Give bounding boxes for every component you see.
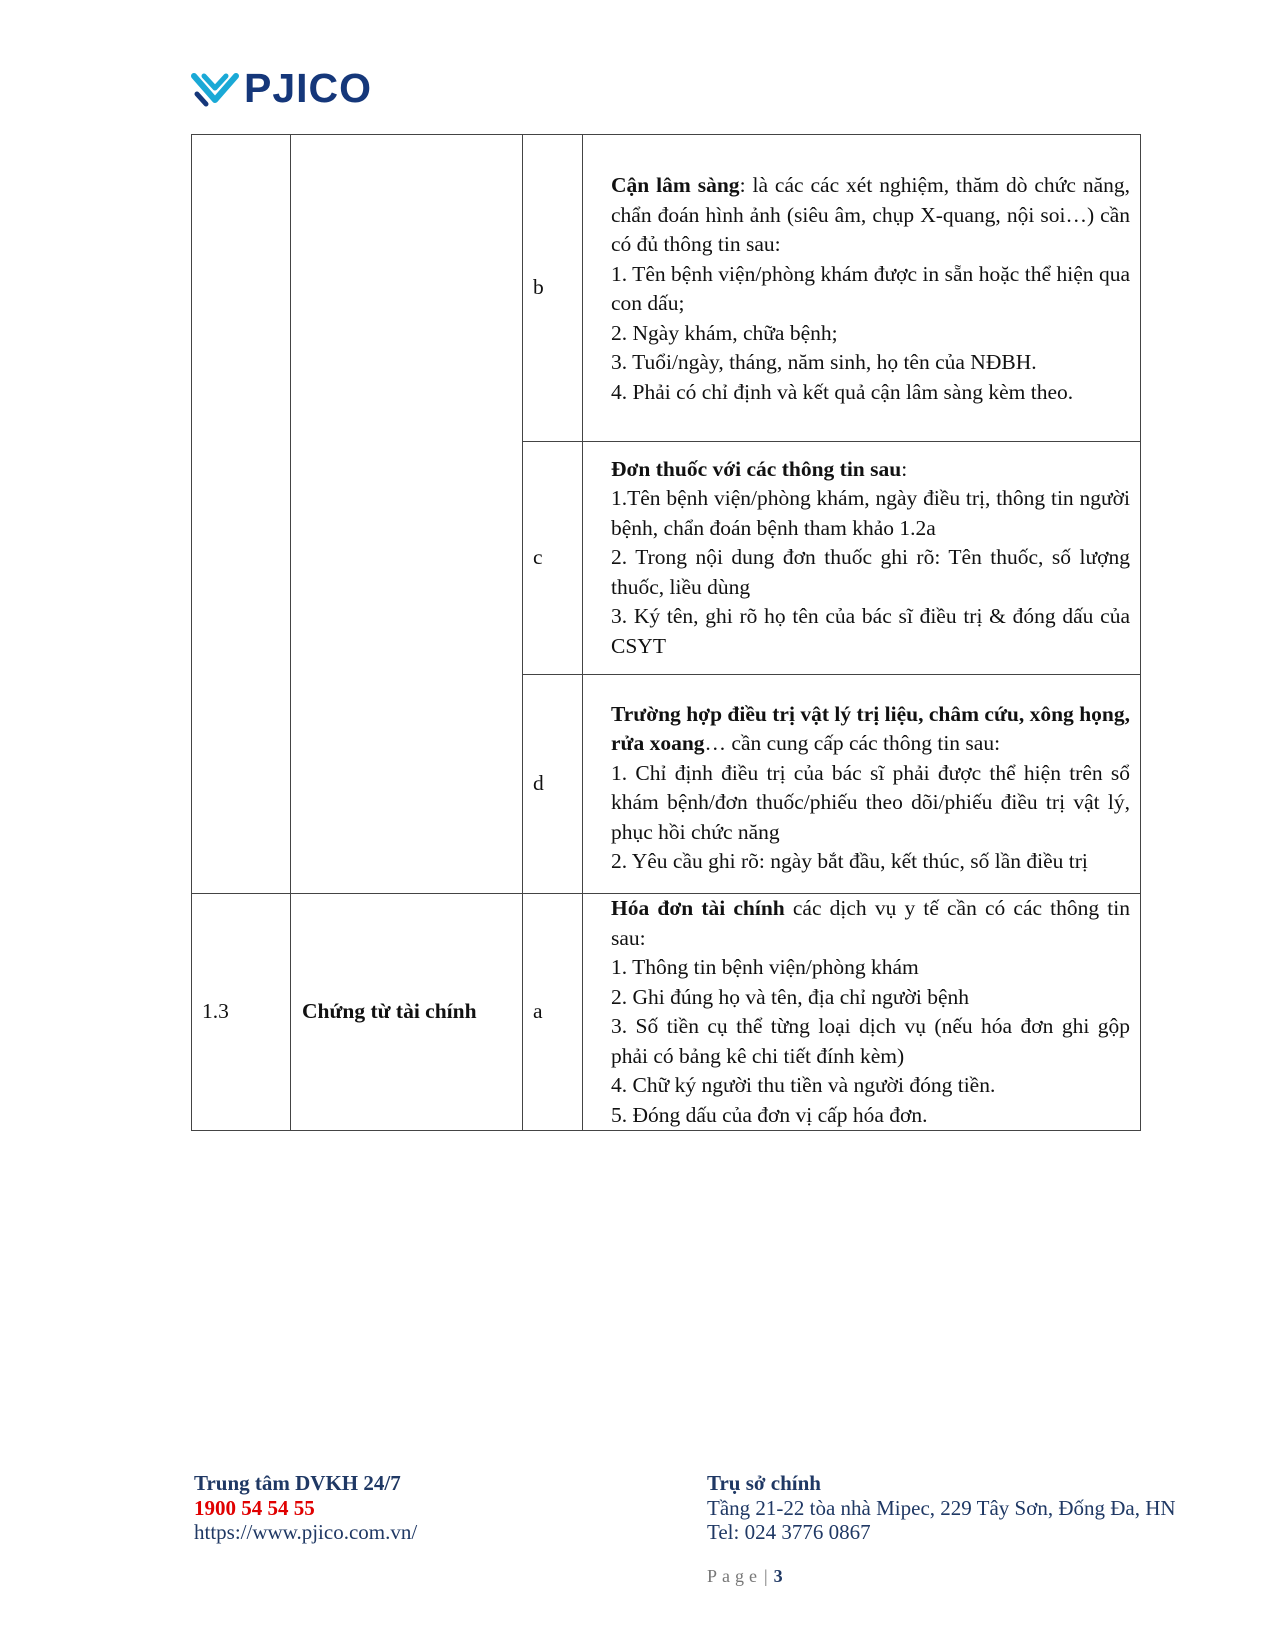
section-number: 1.3 <box>192 894 291 1131</box>
item-letter: d <box>523 675 583 894</box>
footer-left-title: Trung tâm DVKH 24/7 <box>194 1471 401 1495</box>
website-link[interactable]: https://www.pjico.com.vn/ <box>194 1520 418 1544</box>
footer-tel: Tel: 024 3776 0867 <box>707 1520 871 1544</box>
pjico-logo-icon <box>190 70 240 108</box>
footer-contact-center <box>194 1471 417 1545</box>
list-item: 4. Phải có chỉ định và kết quả cận lâm sàng kèm theo. <box>611 379 1074 404</box>
list-item: 1. Tên bệnh viện/phòng khám được in sẵn hoặc thể hiện qua con dấu; <box>611 261 1130 315</box>
list-item: 2. Trong nội dung đơn thuốc ghi rõ: Tên thuốc, số lượng thuốc, liều dùng <box>611 545 1130 599</box>
section-title: Chứng từ tài chính <box>291 894 523 1131</box>
item-letter: b <box>523 135 583 442</box>
section-number-cell <box>192 135 291 894</box>
item-heading-line <box>611 894 1130 953</box>
list-item: 3. Ký tên, ghi rõ họ tên của bác sĩ điều trị & đóng dấu của CSYT <box>611 604 1130 658</box>
page-number: 3 <box>773 1566 783 1586</box>
item-heading-line <box>611 171 1130 260</box>
item-heading-suffix: : <box>901 456 908 481</box>
item-letter: a <box>523 894 583 1131</box>
item-content <box>583 442 1141 675</box>
item-letter: c <box>523 442 583 675</box>
footer-address: Tầng 21-22 tòa nhà Mipec, 229 Tây Sơn, Đống Đa, HN <box>707 1495 1176 1520</box>
item-heading: Trường hợp điều trị vật lý trị liệu, châm cứu, xông họng, rửa xoang <box>611 701 1130 755</box>
footer-headquarters <box>707 1471 1176 1545</box>
list-item: 4. Chữ ký người thu tiền và người đóng tiền. <box>611 1073 996 1097</box>
item-heading-suffix: : là các các xét nghiệm, thăm dò chức năng, chẩn đoán hình ảnh (siêu âm, chụp X-quang, nội soi…) cần có đủ thông tin sau: <box>611 173 1130 256</box>
section-title-cell <box>291 135 523 894</box>
page-number-footer <box>707 1566 783 1587</box>
list-item: 1.Tên bệnh viện/phòng khám, ngày điều trị, thông tin người bệnh, chẩn đoán bệnh tham khảo 1.2a <box>611 486 1130 540</box>
table-row <box>192 894 1141 1131</box>
list-item: 3. Tuổi/ngày, tháng, năm sinh, họ tên của NĐBH. <box>611 350 1037 374</box>
list-item: 2. Yêu cầu ghi rõ: ngày bắt đầu, kết thúc, số lần điều trị <box>611 849 1088 873</box>
table-row <box>192 135 1141 442</box>
item-content <box>583 135 1141 442</box>
item-heading-line <box>611 700 1130 759</box>
item-heading-suffix: các dịch vụ y tế cần có các thông tin sau: <box>611 896 1130 950</box>
list-item: 2. Ghi đúng họ và tên, địa chỉ người bệnh <box>611 984 970 1009</box>
item-content <box>583 675 1141 894</box>
item-content <box>583 894 1141 1131</box>
page-separator: | <box>764 1566 768 1586</box>
pjico-logo-text: PJICO <box>244 65 373 111</box>
list-item: 5. Đóng dấu của đơn vị cấp hóa đơn. <box>611 1102 928 1127</box>
item-heading: Đơn thuốc với các thông tin sau <box>611 456 902 481</box>
list-item: 3. Số tiền cụ thể từng loại dịch vụ (nếu hóa đơn ghi gộp phải có bảng kê chi tiết đính kèm) <box>611 1014 1130 1068</box>
claim-documents-table <box>191 134 1141 1131</box>
item-heading: Cận lâm sàng <box>611 173 740 197</box>
item-heading-line <box>611 455 1130 485</box>
item-heading-suffix: … cần cung cấp các thông tin sau: <box>704 731 1001 755</box>
list-item: 1. Chỉ định điều trị của bác sĩ phải được thể hiện trên sổ khám bệnh/đơn thuốc/phiếu theo dõi/phiếu điều trị vật lý, phục hồi chức năng <box>611 760 1130 844</box>
page-label: Page <box>707 1566 762 1586</box>
list-item: 1. Thông tin bệnh viện/phòng khám <box>611 955 919 979</box>
pjico-logo <box>190 65 373 111</box>
list-item: 2. Ngày khám, chữa bệnh; <box>611 320 838 345</box>
hotline-number[interactable]: 1900 54 54 55 <box>194 1495 315 1520</box>
item-heading: Hóa đơn tài chính <box>611 896 785 920</box>
footer-right-title: Trụ sở chính <box>707 1471 821 1495</box>
